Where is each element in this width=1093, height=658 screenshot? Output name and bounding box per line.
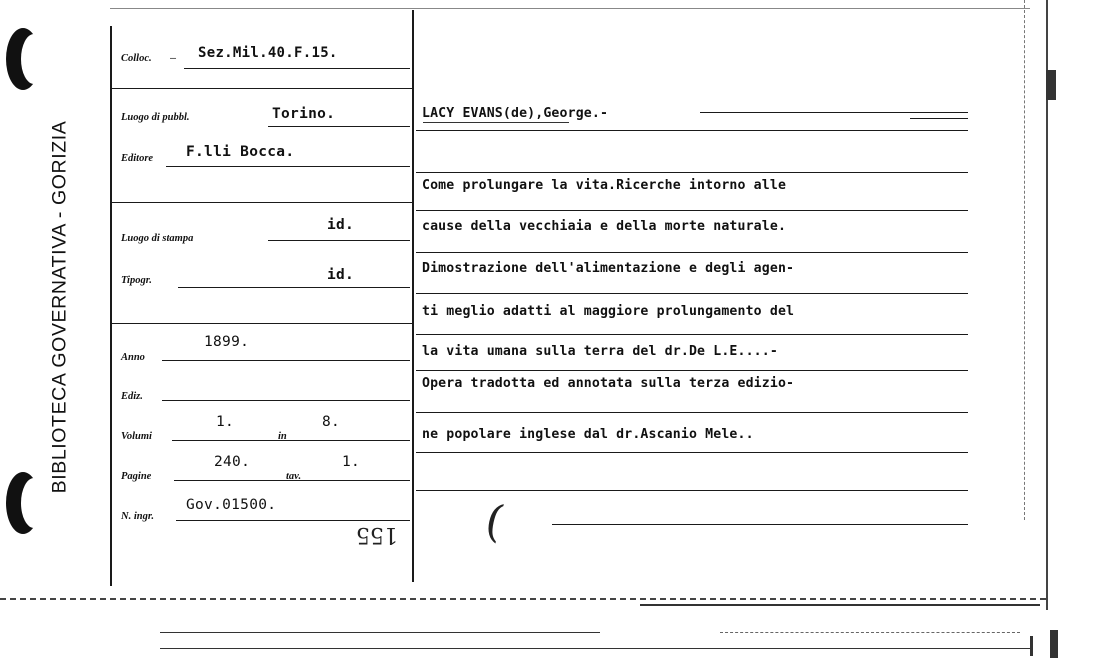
anno-label: Anno (121, 352, 145, 363)
scan-mark-right-2 (1030, 636, 1033, 656)
rule-line-10 (552, 524, 968, 525)
title-line-5: la vita umana sulla terra del dr.De L.E....- (422, 344, 778, 359)
n-ingr-handwritten-note: 155 (356, 522, 398, 547)
separator-tipogr (112, 323, 412, 324)
card-top-border (110, 8, 1030, 9)
middle-column-divider (412, 10, 414, 582)
title-line-4: ti meglio adatti al maggiore prolungamento del (422, 304, 795, 319)
volumi-label: Volumi (121, 431, 152, 442)
tipogr-underline (178, 287, 410, 288)
title-line-2: cause della vecchiaia e della morte naturale. (422, 219, 787, 234)
luogo-stampa-value: id. (327, 217, 355, 233)
colloc-label: Colloc. (121, 53, 152, 64)
pagine-label: Pagine (121, 471, 152, 482)
card-below-line-3 (720, 632, 1020, 633)
library-name-vertical: BIBLIOTECA GOVERNATIVA - GORIZIA (48, 120, 71, 494)
title-line-7: ne popolare inglese dal dr.Ascanio Mele.. (422, 427, 754, 442)
title-line-1: Come prolungare la vita.Ricerche intorno alle (422, 178, 787, 193)
punch-hole-top (6, 28, 40, 90)
punch-hole-bottom (6, 472, 40, 534)
author-heading: LACY EVANS(de),George.- (422, 106, 609, 121)
rule-line-5 (416, 334, 968, 335)
pagine-underline (174, 480, 410, 481)
luogo-stampa-underline (268, 240, 410, 241)
rule-line-6 (416, 370, 968, 371)
n-ingr-label: N. ingr. (121, 511, 154, 522)
pagine-tav-label: tav. (286, 471, 302, 482)
rule-line-9 (416, 490, 968, 491)
scan-mark-bottom-right (1050, 630, 1058, 658)
handwritten-bracket-mark: ( (480, 494, 509, 549)
volumi-format-value: 8. (322, 414, 341, 430)
volumi-value: 1. (216, 414, 235, 430)
n-ingr-underline (176, 520, 410, 521)
volumi-underline (172, 440, 410, 441)
colloc-underline (184, 68, 410, 69)
author-underline-short (423, 122, 569, 123)
luogo-pubbl-underline (268, 126, 410, 127)
ediz-label: Ediz. (121, 391, 143, 402)
colloc-dash: — (170, 53, 177, 64)
pagine-tav-value: 1. (342, 454, 361, 470)
editore-underline (166, 166, 410, 167)
rule-line-4 (416, 293, 968, 294)
ediz-underline (162, 400, 410, 401)
separator-colloc (112, 88, 412, 89)
rule-right-short (910, 118, 968, 119)
rule-line-8 (416, 452, 968, 453)
editore-value: F.lli Bocca. (186, 144, 295, 160)
rule-line-1 (416, 172, 968, 173)
scan-mark-right (1046, 70, 1056, 100)
rule-line-2 (416, 210, 968, 211)
card-bottom-edge-2 (640, 604, 1040, 606)
luogo-pubbl-value: Torino. (272, 106, 336, 122)
card-below-line-2 (160, 648, 1030, 649)
pagine-value: 240. (214, 454, 251, 470)
n-ingr-value: Gov.01500. (186, 497, 277, 513)
separator-editore (112, 202, 412, 203)
rule-line-7 (416, 412, 968, 413)
left-column-divider (110, 26, 112, 586)
editore-label: Editore (121, 153, 154, 164)
card-bottom-edge (0, 598, 1046, 600)
anno-underline (162, 360, 410, 361)
scan-edge-right (1024, 0, 1025, 520)
tipogr-label: Tipogr. (121, 275, 152, 286)
author-rule-right (700, 112, 968, 113)
luogo-pubbl-label: Luogo di pubbl. (121, 112, 190, 123)
title-line-3: Dimostrazione dell'alimentazione e degli agen- (422, 261, 795, 276)
luogo-stampa-label: Luogo di stampa (121, 233, 194, 244)
volumi-in-label: in (278, 431, 287, 442)
tipogr-value: id. (327, 267, 355, 283)
rule-under-author (416, 130, 968, 131)
title-line-6: Opera tradotta ed annotata sulla terza edizio- (422, 376, 795, 391)
anno-value: 1899. (204, 334, 250, 350)
card-below-line-1 (160, 632, 600, 633)
rule-line-3 (416, 252, 968, 253)
colloc-value: Sez.Mil.40.F.15. (198, 45, 338, 61)
